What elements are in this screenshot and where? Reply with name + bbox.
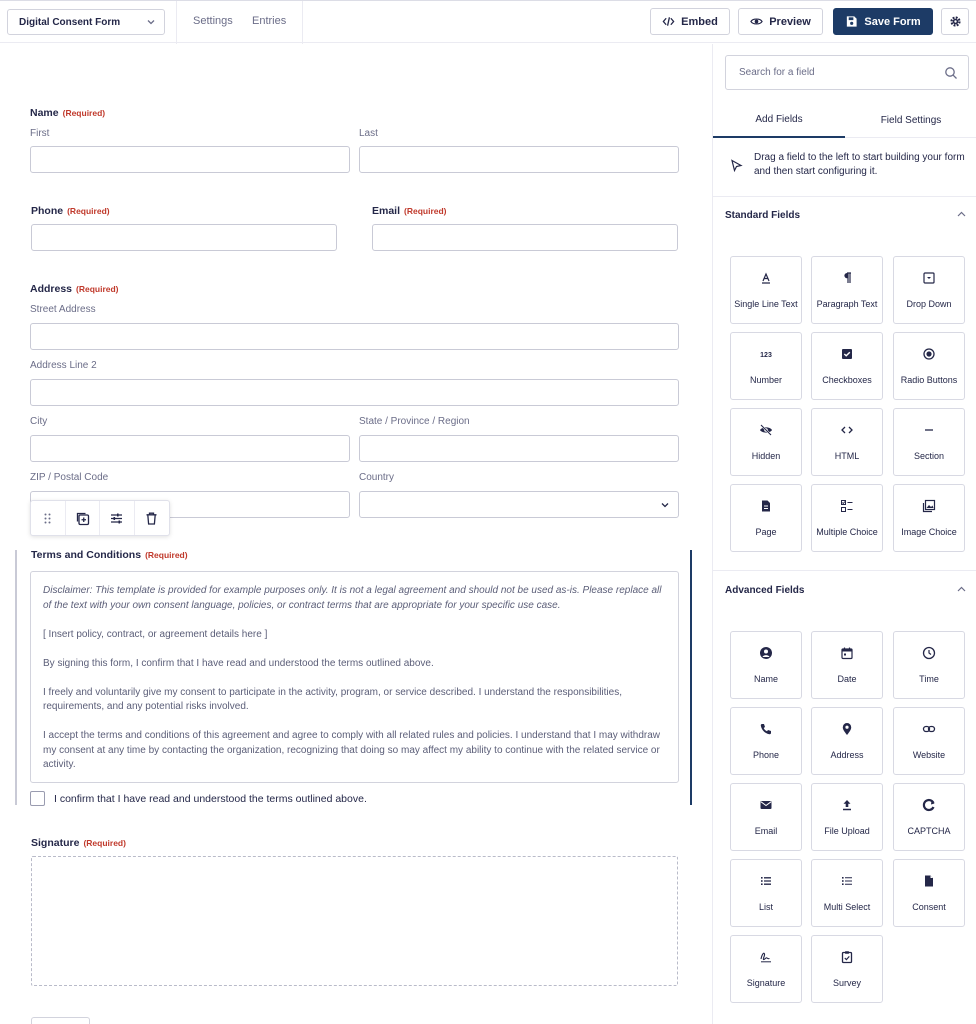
field-tile-html[interactable]: HTML bbox=[811, 408, 883, 476]
divider bbox=[302, 1, 303, 44]
minus-icon bbox=[922, 423, 936, 437]
terms-paragraph: I freely and voluntarily give my consent to participate in the activity, program, or service described. I understand the responsibilities, requirements, and any potential risks involved. bbox=[43, 686, 622, 712]
tab-field-settings[interactable]: Field Settings bbox=[880, 114, 942, 126]
paragraph-icon bbox=[840, 271, 854, 285]
top-bar bbox=[0, 0, 976, 43]
field-tile-checkboxes[interactable]: Checkboxes bbox=[811, 332, 883, 400]
terms-paragraph: I accept the terms and conditions of this agreement and agree to comply with all related rules and policies. I understand that I may withdraw my consent at any time by contacting the organization, recognizing that doing so may affect my ability to continue with the related service or activity. bbox=[43, 730, 660, 770]
sidebar-tabs bbox=[713, 102, 976, 138]
preview-button[interactable] bbox=[738, 8, 823, 35]
field-tile-name[interactable]: Name bbox=[730, 631, 802, 699]
required-indicator: (Required) bbox=[404, 206, 447, 216]
city-input[interactable] bbox=[30, 435, 350, 462]
required-indicator: (Required) bbox=[76, 284, 119, 294]
field-tile-page[interactable]: Page bbox=[730, 484, 802, 552]
field-tile-multi-select[interactable]: Multi Select bbox=[811, 859, 883, 927]
terms-paragraph: By signing this form, I confirm that I have read and understood the terms outlined above. bbox=[43, 657, 434, 669]
delete-field-button[interactable] bbox=[135, 501, 169, 535]
terms-confirm-label: I confirm that I have read and understood the terms outlined above. bbox=[54, 793, 367, 805]
duplicate-field-button[interactable] bbox=[66, 501, 101, 535]
field-tile-file-upload[interactable]: File Upload bbox=[811, 783, 883, 851]
drag-hint-text: Drag a field to the left to start building your form and then start configuring it. bbox=[754, 152, 965, 177]
field-tile-list[interactable]: List bbox=[730, 859, 802, 927]
number-icon bbox=[759, 347, 773, 361]
image-choice-icon bbox=[922, 499, 936, 513]
nav-entries-link[interactable]: Entries bbox=[252, 15, 287, 27]
upload-icon bbox=[840, 798, 854, 812]
chevron-down-icon bbox=[146, 17, 156, 27]
city-sublabel: City bbox=[30, 416, 48, 427]
field-tile-section[interactable]: Section bbox=[893, 408, 965, 476]
preview-label: Preview bbox=[769, 15, 811, 28]
field-tile-consent[interactable]: Consent bbox=[893, 859, 965, 927]
selection-indicator-left bbox=[15, 550, 17, 805]
required-indicator: (Required) bbox=[83, 838, 126, 848]
field-action-toolbar bbox=[30, 500, 170, 536]
state-input[interactable] bbox=[359, 435, 679, 462]
multiple-choice-icon bbox=[840, 499, 854, 513]
chevron-down-icon bbox=[660, 500, 670, 510]
terms-text-box[interactable] bbox=[30, 571, 679, 783]
email-input[interactable] bbox=[372, 224, 678, 251]
last-name-input[interactable] bbox=[359, 146, 679, 173]
terms-paragraph: [ Insert policy, contract, or agreement details here ] bbox=[43, 628, 268, 640]
envelope-icon bbox=[759, 798, 773, 812]
field-tile-date[interactable]: Date bbox=[811, 631, 883, 699]
form-selector-label: Digital Consent Form bbox=[19, 16, 121, 28]
required-indicator: (Required) bbox=[145, 550, 188, 560]
advanced-fields-title: Advanced Fields bbox=[725, 584, 805, 596]
eye-off-icon bbox=[759, 423, 773, 437]
tab-add-fields[interactable]: Add Fields bbox=[713, 102, 845, 138]
field-tile-image-choice[interactable]: Image Choice bbox=[893, 484, 965, 552]
user-icon bbox=[759, 646, 773, 660]
field-tile-email[interactable]: Email bbox=[730, 783, 802, 851]
country-sublabel: Country bbox=[359, 472, 395, 483]
last-name-sublabel: Last bbox=[359, 128, 378, 139]
embed-button[interactable] bbox=[650, 8, 730, 35]
name-field-label: Name (Required) bbox=[30, 107, 106, 119]
field-tile-hidden[interactable]: Hidden bbox=[730, 408, 802, 476]
cursor-icon bbox=[730, 159, 743, 172]
nav-settings-link[interactable]: Settings bbox=[193, 15, 233, 27]
advanced-fields-header[interactable] bbox=[713, 570, 976, 610]
field-tile-radio-buttons[interactable]: Radio Buttons bbox=[893, 332, 965, 400]
standard-fields-header[interactable] bbox=[713, 195, 976, 235]
field-tile-number[interactable]: 123 Number bbox=[730, 332, 802, 400]
address-field-label: Address (Required) bbox=[30, 283, 119, 295]
survey-icon bbox=[840, 950, 854, 964]
divider bbox=[176, 1, 177, 44]
duplicate-icon bbox=[75, 511, 90, 526]
address-line-2-input[interactable] bbox=[30, 379, 679, 406]
field-settings-button[interactable] bbox=[100, 501, 135, 535]
field-tile-paragraph-text[interactable]: Paragraph Text bbox=[811, 256, 883, 324]
signature-field-label: Signature (Required) bbox=[31, 837, 126, 849]
link-icon bbox=[922, 722, 936, 736]
search-icon bbox=[944, 66, 958, 80]
first-name-input[interactable] bbox=[30, 146, 350, 173]
street-address-input[interactable] bbox=[30, 323, 679, 350]
field-search-input[interactable] bbox=[725, 55, 969, 90]
state-sublabel: State / Province / Region bbox=[359, 416, 470, 427]
field-tile-phone[interactable]: Phone bbox=[730, 707, 802, 775]
address-line-2-sublabel: Address Line 2 bbox=[30, 360, 97, 371]
country-select[interactable] bbox=[359, 491, 679, 518]
phone-field-label: Phone (Required) bbox=[31, 205, 110, 217]
drag-handle[interactable] bbox=[31, 501, 66, 535]
sliders-icon bbox=[109, 511, 124, 526]
drag-hint bbox=[713, 139, 976, 197]
drag-handle-icon bbox=[40, 511, 55, 526]
text-a-icon bbox=[759, 271, 773, 285]
standard-fields-title: Standard Fields bbox=[725, 209, 801, 221]
eye-icon bbox=[750, 15, 763, 28]
field-tile-survey[interactable]: Survey bbox=[811, 935, 883, 1003]
form-canvas bbox=[0, 44, 712, 1024]
calendar-icon bbox=[840, 646, 854, 660]
email-field-label: Email (Required) bbox=[372, 205, 447, 217]
zip-sublabel: ZIP / Postal Code bbox=[30, 472, 109, 483]
field-sidebar bbox=[712, 44, 976, 1024]
gear-icon bbox=[949, 15, 962, 28]
field-tile-signature[interactable]: Signature bbox=[730, 935, 802, 1003]
code-icon bbox=[840, 423, 854, 437]
required-indicator: (Required) bbox=[62, 108, 106, 118]
save-form-label: Save Form bbox=[864, 15, 921, 28]
phone-input[interactable] bbox=[31, 224, 337, 251]
selection-indicator-right bbox=[690, 550, 692, 805]
code-icon bbox=[662, 15, 675, 28]
trash-icon bbox=[144, 511, 159, 526]
signature-icon bbox=[759, 950, 773, 964]
field-tile-address[interactable]: Address bbox=[811, 707, 883, 775]
form-selector[interactable] bbox=[7, 9, 165, 35]
terms-field-label: Terms and Conditions (Required) bbox=[31, 549, 188, 561]
required-indicator: (Required) bbox=[67, 206, 110, 216]
signature-pad[interactable] bbox=[31, 856, 678, 986]
consent-icon bbox=[922, 874, 936, 888]
field-tile-multiple-choice[interactable]: Multiple Choice bbox=[811, 484, 883, 552]
radio-icon bbox=[922, 347, 936, 361]
checkbox-icon bbox=[840, 347, 854, 361]
terms-paragraph: Disclaimer: This template is provided for example purposes only. It is not a legal agreement and should not be used as-is. Please replace all of the text with your own consent language, policies, or contract terms that are appropriate for your specific use case. bbox=[43, 585, 662, 611]
svg-text:123: 123 bbox=[760, 352, 772, 359]
save-icon bbox=[845, 15, 858, 28]
chevron-up-icon bbox=[956, 209, 967, 220]
captcha-icon bbox=[922, 798, 936, 812]
page-icon bbox=[759, 499, 773, 513]
first-name-sublabel: First bbox=[30, 128, 50, 139]
save-form-button[interactable] bbox=[833, 8, 933, 35]
field-tile-time[interactable]: Time bbox=[893, 631, 965, 699]
dropdown-icon bbox=[922, 271, 936, 285]
street-address-sublabel: Street Address bbox=[30, 304, 96, 315]
chevron-up-icon bbox=[956, 584, 967, 595]
field-tile-single-line-text[interactable]: Single Line Text bbox=[730, 256, 802, 324]
field-tile-captcha[interactable]: CAPTCHA bbox=[893, 783, 965, 851]
map-pin-icon bbox=[840, 722, 854, 736]
multi-select-icon bbox=[840, 874, 854, 888]
submit-button-partial[interactable] bbox=[31, 1017, 90, 1024]
search-placeholder: Search for a field bbox=[739, 67, 815, 78]
field-tile-website[interactable]: Website bbox=[893, 707, 965, 775]
phone-icon bbox=[759, 722, 773, 736]
clock-icon bbox=[922, 646, 936, 660]
terms-confirm-checkbox[interactable] bbox=[30, 791, 45, 806]
settings-gear-button[interactable] bbox=[941, 8, 969, 35]
embed-label: Embed bbox=[681, 15, 718, 28]
field-tile-drop-down[interactable]: Drop Down bbox=[893, 256, 965, 324]
list-icon bbox=[759, 874, 773, 888]
